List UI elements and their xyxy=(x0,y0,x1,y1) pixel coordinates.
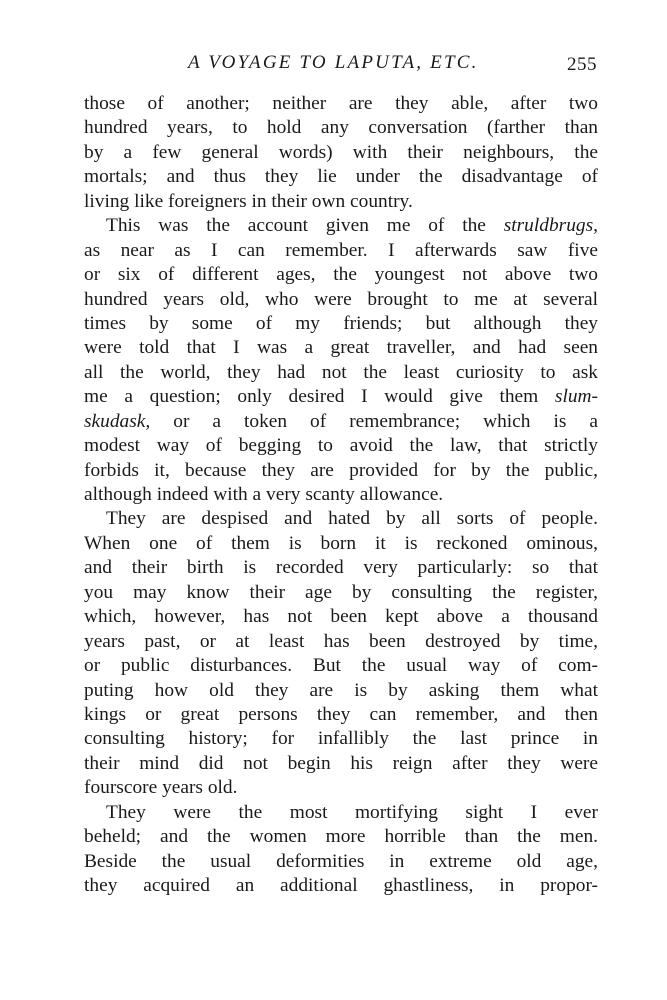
text-line: kings or great persons they can remember, and then xyxy=(84,703,598,725)
paragraph xyxy=(84,801,598,899)
text-line: you may know their age by consulting the register, xyxy=(84,581,598,603)
text-line: they acquired an additional ghastliness, in propor- xyxy=(84,875,598,896)
text-line xyxy=(84,410,598,434)
text-line: consulting history; for infallibly the last prince in xyxy=(84,728,598,750)
text-line: which, however, has not been kept above a thousand xyxy=(84,606,598,628)
italic-term: slum- xyxy=(554,386,598,408)
text-line: or public disturbances. But the usual way of com- xyxy=(84,655,598,677)
text-line: as near as I can remember. I afterwards saw five xyxy=(84,239,598,261)
text-line: those of another; neither are they able, after two xyxy=(84,93,598,114)
text-line: When one of them is born it is reckoned ominous, xyxy=(84,532,598,554)
text-line: and their birth is recorded very particularly: so that xyxy=(84,557,598,579)
running-title: A VOYAGE TO LAPUTA, ETC. xyxy=(188,52,479,73)
text-line: beheld; and the women more horrible than the men. xyxy=(84,826,598,848)
text-line: were told that I was a great traveller, and had seen xyxy=(84,337,598,359)
text-line: Beside the usual deformities in extreme old age, xyxy=(84,850,598,872)
text-line: times by some of my friends; but although they xyxy=(84,312,598,334)
text-line: living like foreigners in their own country. xyxy=(84,190,413,212)
body-text xyxy=(84,92,598,898)
italic-term: skudask, xyxy=(84,410,151,432)
text-line: all the world, they had not the least curiosity to ask xyxy=(84,361,598,383)
text-line: forbids it, because they are provided for by the public, xyxy=(84,459,598,481)
text-line: They were the most mortifying sight I ever xyxy=(106,801,598,823)
text-line: modest way of begging to avoid the law, that strictly xyxy=(84,435,598,457)
text-line: or six of different ages, the youngest not above two xyxy=(84,264,598,286)
paragraph xyxy=(84,507,598,800)
text-line xyxy=(84,214,598,238)
text-line: by a few general words) with their neighbours, the xyxy=(84,141,598,163)
text-line xyxy=(84,385,598,409)
text-line: mortals; and thus they lie under the disadvantage of xyxy=(84,166,598,188)
italic-term: struldbrugs, xyxy=(503,215,598,237)
text-line: hundred years, to hold any conversation (farther than xyxy=(84,117,598,139)
text-line: puting how old they are is by asking them what xyxy=(84,679,598,701)
text-segment: This was the account given me of the xyxy=(106,215,504,237)
text-line: They are despised and hated by all sorts of people. xyxy=(106,508,598,530)
text-line: hundred years old, who were brought to me at several xyxy=(84,288,598,310)
text-segment: me a question; only desired I would give them xyxy=(84,386,555,408)
page-number: 255 xyxy=(567,54,597,75)
paragraph xyxy=(84,214,598,507)
text-line: their mind did not begin his reign after they were xyxy=(84,752,598,774)
text-segment: or a token of remembrance; which is a xyxy=(150,410,598,432)
paragraph xyxy=(84,92,598,214)
text-line: years past, or at least has been destroyed by time, xyxy=(84,630,598,652)
text-line: although indeed with a very scanty allowance. xyxy=(84,484,444,505)
text-line: fourscore years old. xyxy=(84,777,238,799)
page-header xyxy=(0,52,667,82)
